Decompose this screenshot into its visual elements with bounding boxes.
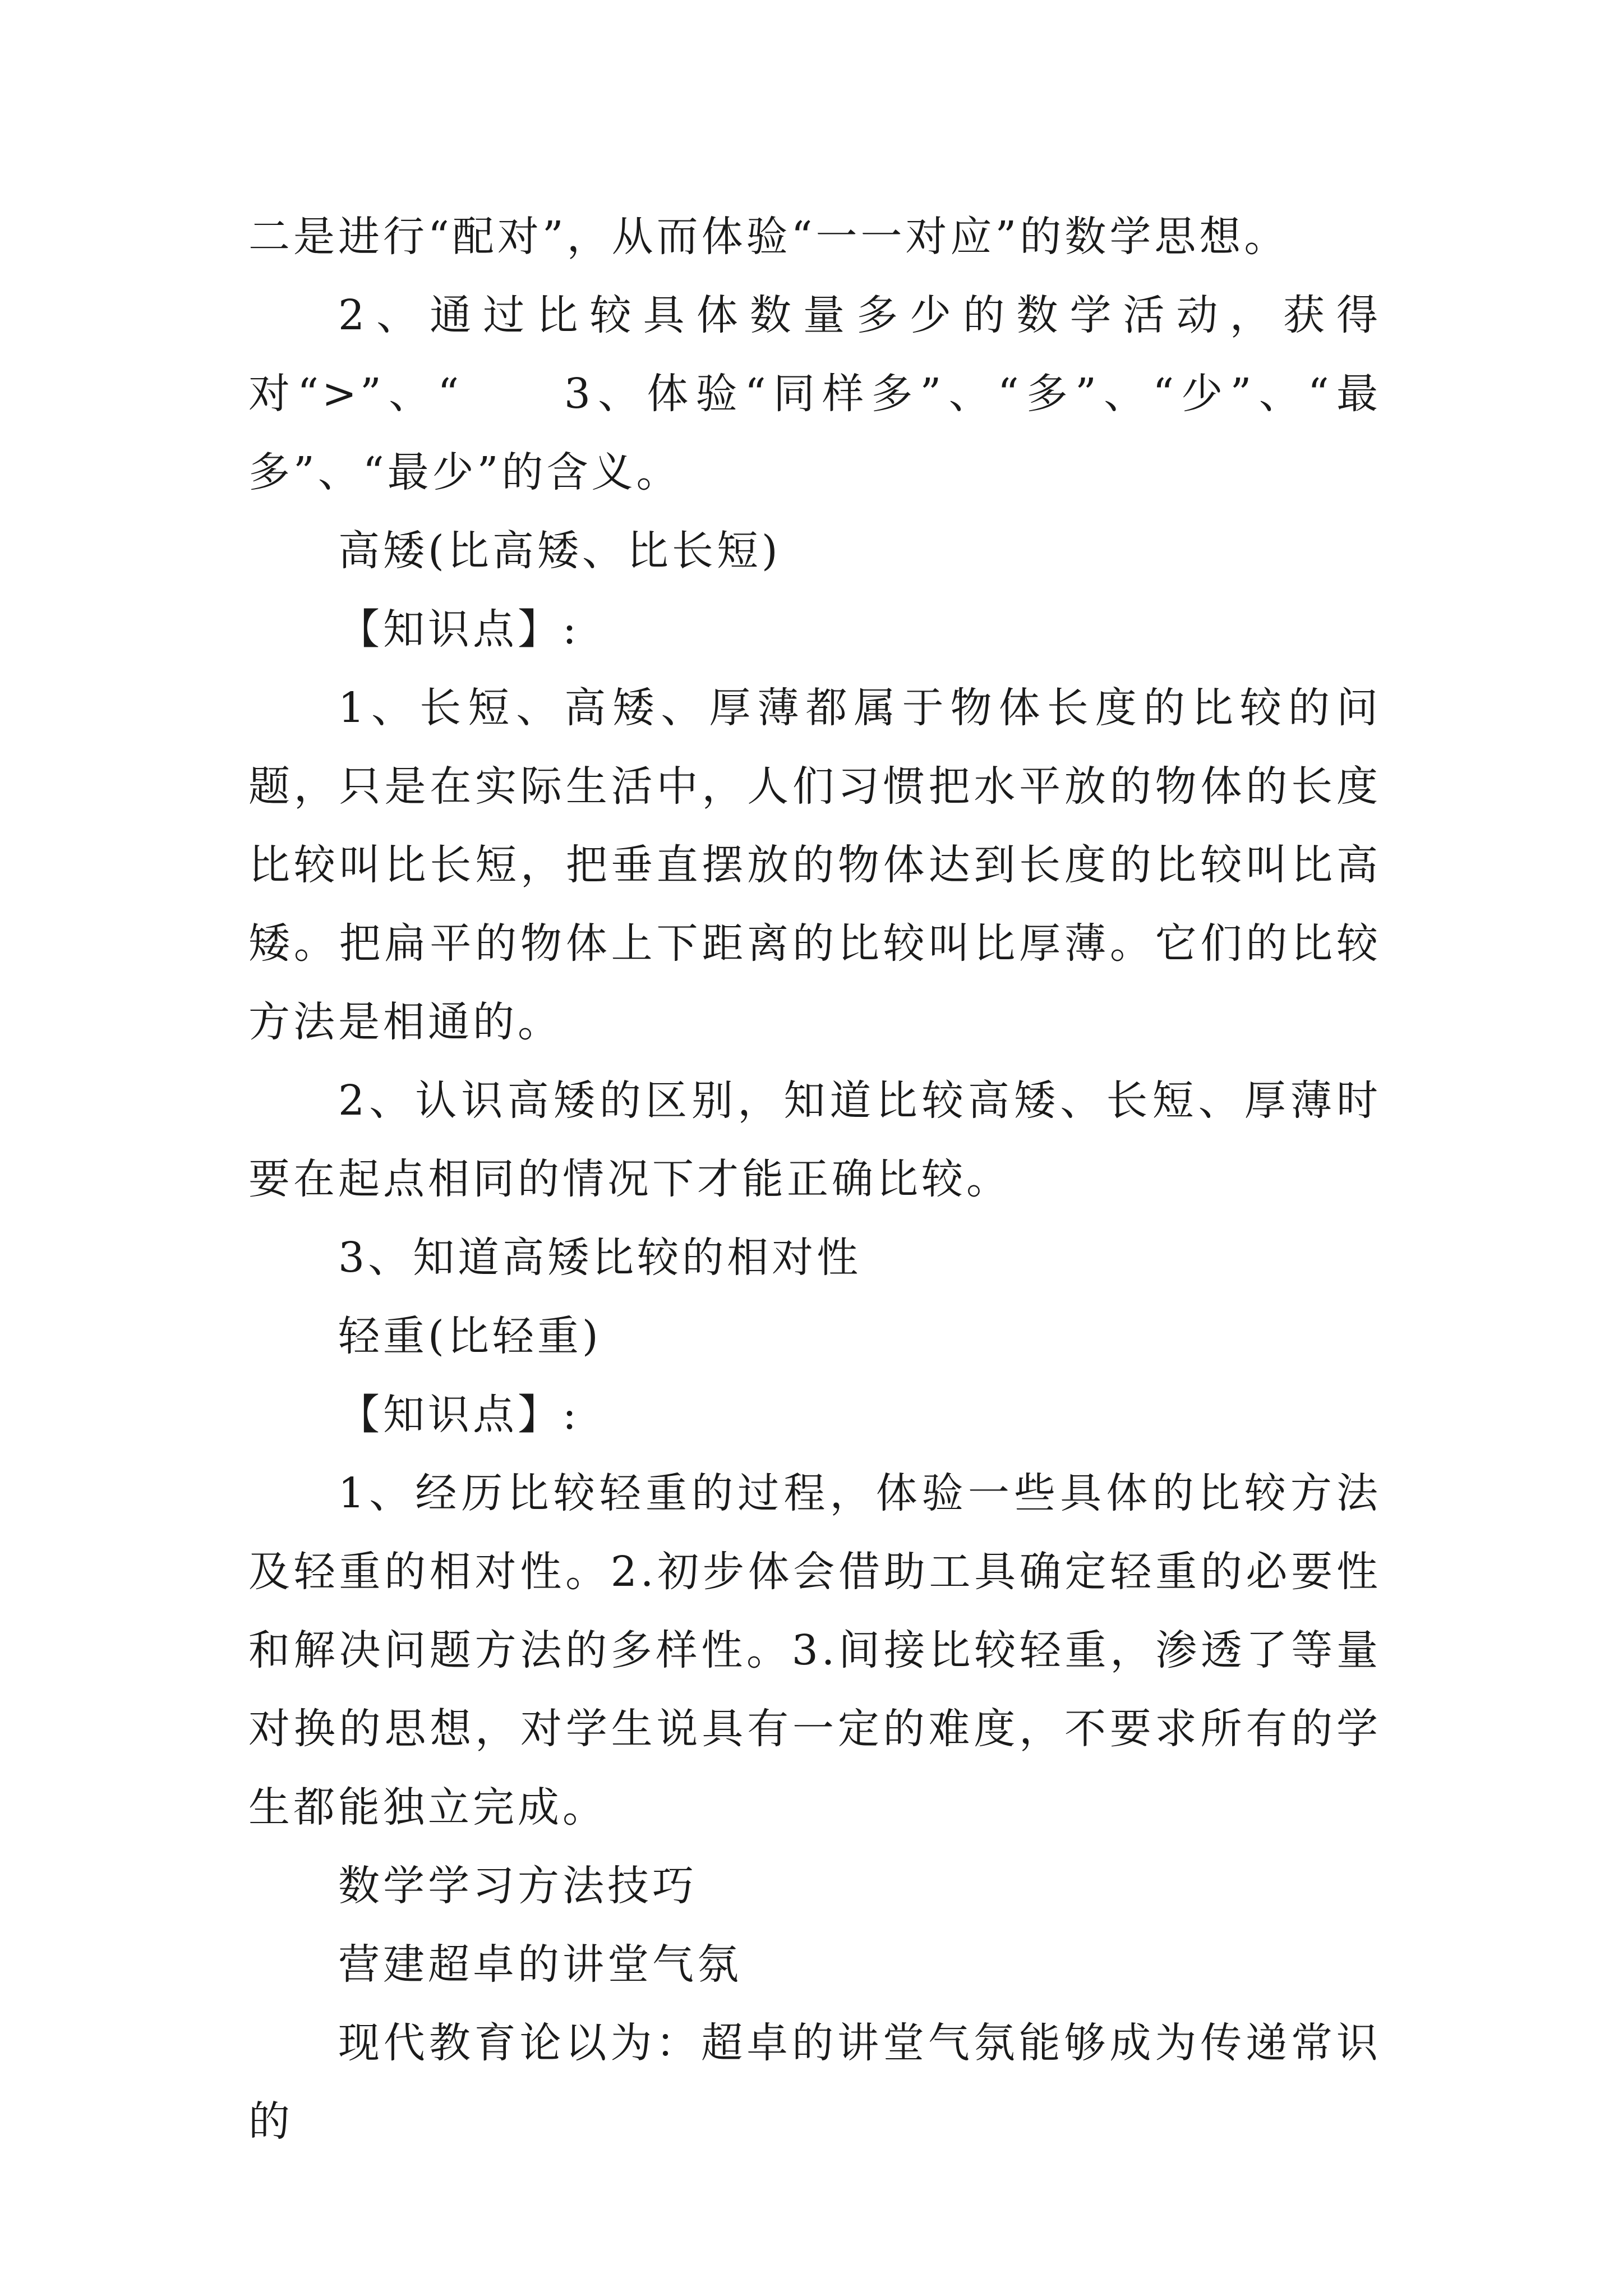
knowledge-point-label-1: 【知识点】: — [338, 605, 580, 654]
knowledge-point-label-2: 【知识点】: — [338, 1391, 580, 1439]
paragraph-2: 2、通过比较具体数量多少的数学活动，获得对“>”、“ 3、体验“同样多”、“多”、“少”、“最多”、“最少”的含义。 — [248, 291, 1381, 496]
document-body — [248, 197, 1381, 2161]
paragraph-1: 二是进行“配对”，从而体验“一一对应”的数学思想。 — [248, 213, 1289, 261]
section-heading-methods: 数学学习方法技巧 — [338, 1862, 697, 1910]
section-heading-height: 高矮(比高矮、比长短) — [338, 527, 781, 575]
paragraph-weight-comparison: 1、经历比较轻重的过程，体验一些具体的比较方法及轻重的相对性。2.初步体会借助工具确定轻重的必要性和解决问题方法的多样性。3.间接比较轻重，渗透了等量对换的思想，对学生说具有一定的难度，不要求所有的学生都能独立完成。 — [248, 1469, 1381, 1832]
paragraph-modern-education: 现代教育论以为：超卓的讲堂气氛能够成为传递常识的 — [248, 2019, 1381, 2146]
section-heading-weight: 轻重(比轻重) — [338, 1312, 602, 1360]
subheading-atmosphere: 营建超卓的讲堂气氛 — [338, 1940, 742, 1989]
paragraph-height-difference: 2、认识高矮的区别，知道比较高矮、长短、厚薄时要在起点相同的情况下才能正确比较。 — [248, 1076, 1381, 1203]
paragraph-length-comparison: 1、长短、高矮、厚薄都属于物体长度的比较的问题，只是在实际生活中，人们习惯把水平放的物体的长度比较叫比长短，把垂直摆放的物体达到长度的比较叫比高矮。把扁平的物体上下距离的比较叫比厚薄。它们的比较方法是相通的。 — [248, 684, 1381, 1046]
paragraph-relativity: 3、知道高矮比较的相对性 — [338, 1234, 862, 1282]
